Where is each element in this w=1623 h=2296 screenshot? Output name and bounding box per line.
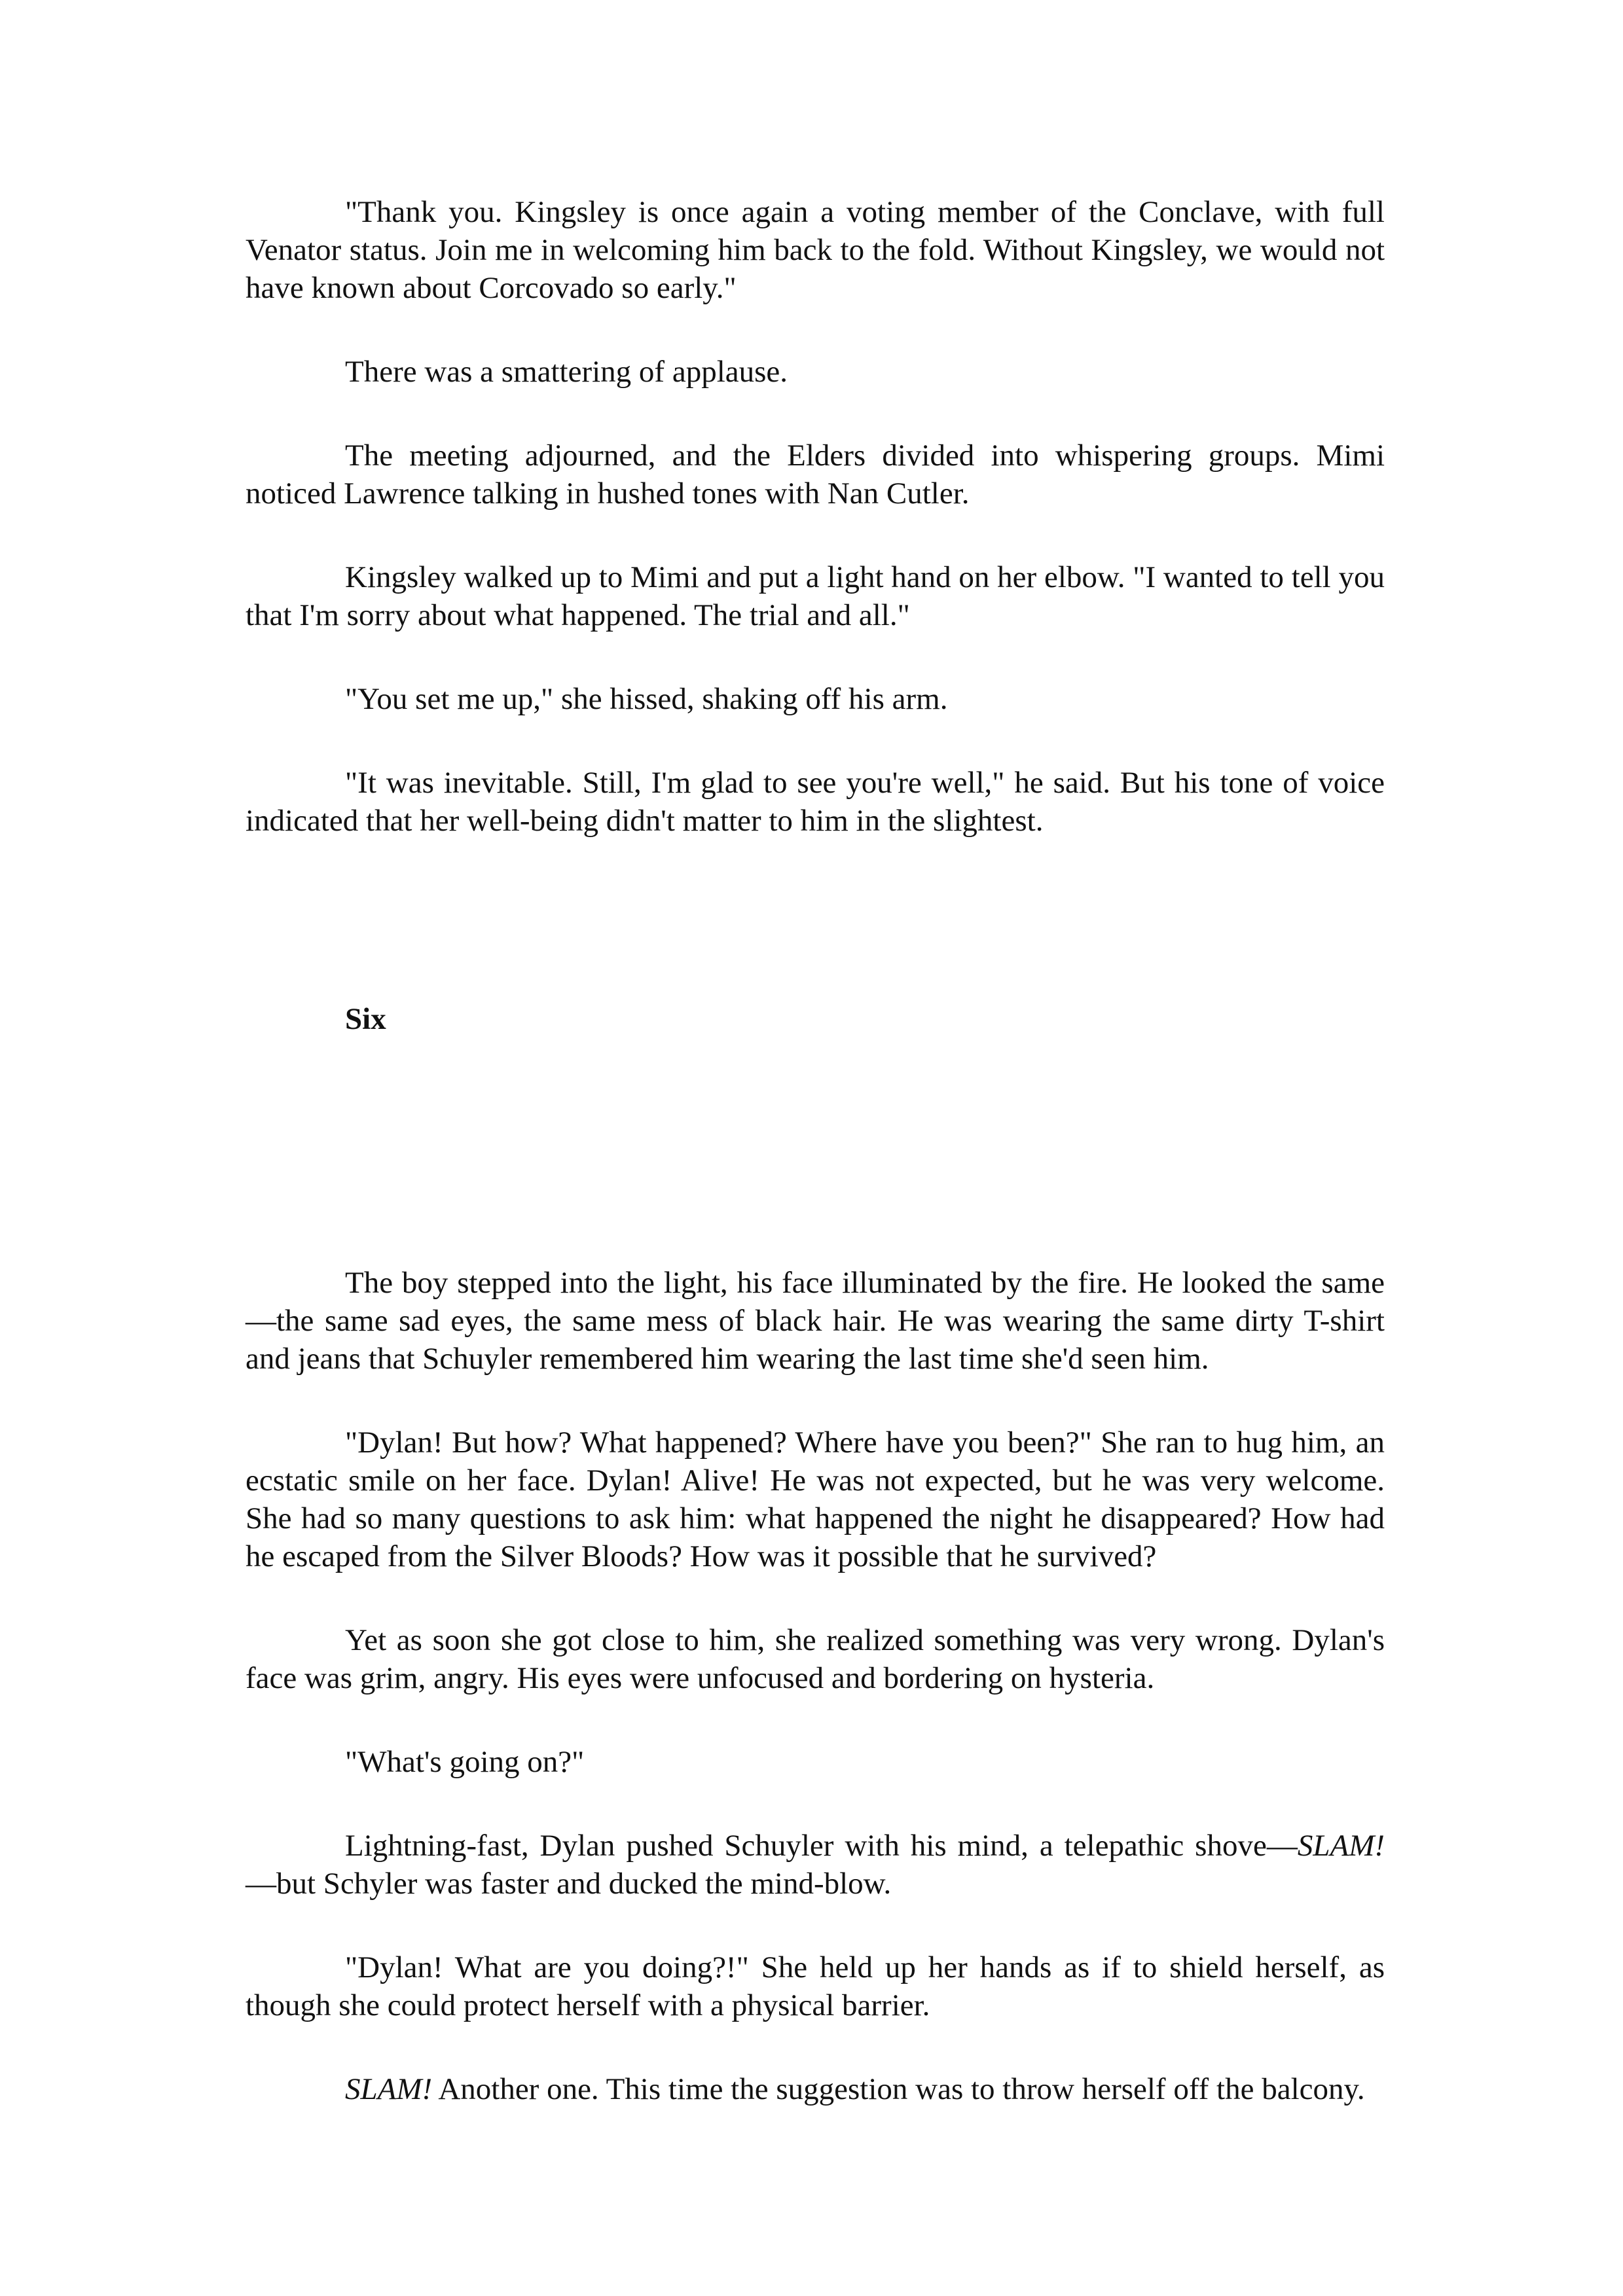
paragraph-shield-herself: "Dylan! What are you doing?!" She held up her hands as if to shield herself, as though she could protect herself with a physical barrier. xyxy=(246,1950,1385,2022)
paragraph-applause: There was a smattering of applause. xyxy=(345,355,788,389)
paragraph-meeting-adjourned: The meeting adjourned, and the Elders divided into whispering groups. Mimi noticed Lawrence talking in hushed tones with Nan Cutler. xyxy=(246,439,1385,511)
shove-text-end: —but Schyler was faster and ducked the mind-blow. xyxy=(246,1867,892,1901)
paragraph-something-wrong: Yet as soon she got close to him, she realized something was very wrong. Dylan's face was grim, angry. His eyes were unfocused and bordering on hysteria. xyxy=(246,1623,1385,1695)
paragraph-another-slam xyxy=(246,2070,1385,2108)
paragraph-whats-going-on: "What's going on?" xyxy=(345,1745,585,1779)
slam-exclamation-2: SLAM! xyxy=(345,2072,433,2106)
paragraph-kingsley-reinstated: "Thank you. Kingsley is once again a voting member of the Conclave, with full Venator status. Join me in welcoming him back to the fold. Without Kingsley, we would not have known about Corcovado so early." xyxy=(246,195,1385,305)
chapter-heading: Six xyxy=(345,1002,386,1036)
another-slam-text: Another one. This time the suggestion was to throw herself off the balcony. xyxy=(432,2072,1365,2106)
paragraph-set-me-up: "You set me up," she hissed, shaking off his arm. xyxy=(345,682,948,716)
slam-exclamation: SLAM! xyxy=(1297,1829,1385,1863)
book-page xyxy=(246,193,1385,2154)
paragraph-inevitable: "It was inevitable. Still, I'm glad to see you're well," he said. But his tone of voice indicated that her well-being didn't matter to him in the slightest. xyxy=(246,766,1385,838)
paragraph-dylan-alive: "Dylan! But how? What happened? Where have you been?" She ran to hug him, an ecstatic smile on her face. Dylan! Alive! He was not expected, but he was very welcome. She had so many questions to ask him: what happened the night he disappeared? How had he escaped from the Silver Bloods? How was it possible that he survived? xyxy=(246,1426,1385,1573)
paragraph-telepathic-shove xyxy=(246,1827,1385,1903)
paragraph-kingsley-apology: Kingsley walked up to Mimi and put a light hand on her elbow. "I wanted to tell you that I'm sorry about what happened. The trial and all." xyxy=(246,560,1385,632)
paragraph-boy-stepped: The boy stepped into the light, his face illuminated by the fire. He looked the same—the same sad eyes, the same mess of black hair. He was wearing the same dirty T-shirt and jeans that Schuyler remembered him wearing the last time she'd seen him. xyxy=(246,1266,1385,1376)
shove-text-start: Lightning-fast, Dylan pushed Schuyler with his mind, a telepathic shove— xyxy=(345,1829,1298,1863)
